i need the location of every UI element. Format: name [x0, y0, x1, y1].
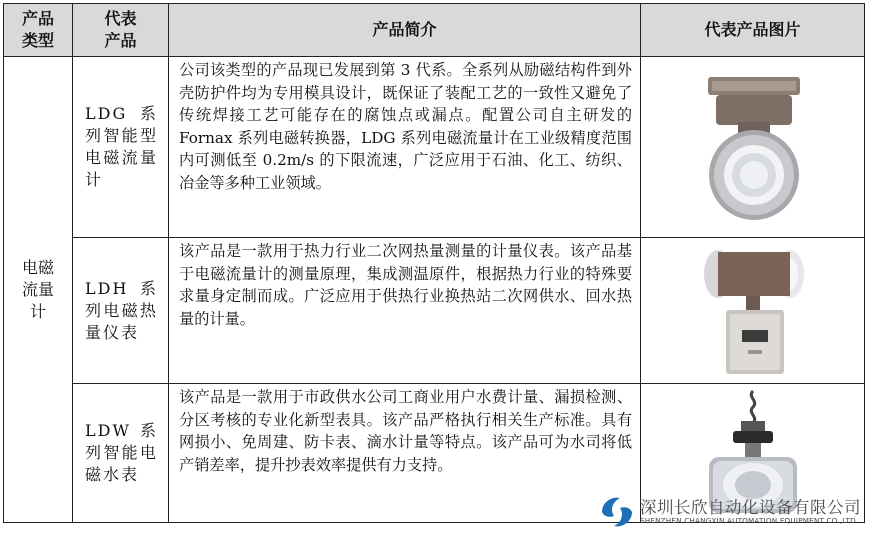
image-cell: [641, 238, 865, 384]
company-logo-icon: [598, 494, 636, 530]
header-product-type: 产品类型: [4, 4, 73, 57]
model-name-cell: [73, 384, 169, 523]
company-name-cn: 深圳长欣自动化设备有限公司: [640, 498, 861, 517]
table-row: [4, 57, 865, 238]
table-row: [4, 238, 865, 384]
product-description: 该产品是一款用于市政供水公司工商业用户水费计量、漏损检测、分区考核的专业化新型表具。该产品严格执行相关生产标准。具有网损小、免周建、防卡表、滴水计量等特点。该产品可为水司将低产销差率，提升抄表效率提供有力支持。: [179, 388, 632, 474]
model-name-cell: [73, 238, 169, 384]
description-cell: [169, 238, 641, 384]
description-cell: [169, 57, 641, 238]
model-name-cell: [73, 57, 169, 238]
ldg-flowmeter-photo: [698, 72, 808, 222]
ldh-heat-meter-photo: [698, 242, 808, 380]
product-type-label: 电磁流量计: [21, 257, 54, 321]
product-description: 该产品是一款用于热力行业二次网热量测量的计量仪表。该产品基于电磁流量计的测量原理，集成测温原件，根据热力行业的特殊要求量身定制而成。广泛应用于供热行业换热站二次网供水、回水热量的计量。: [179, 242, 632, 328]
model-name: LDG 系列智能型电磁流量计: [85, 104, 158, 189]
description-cell: [169, 384, 641, 523]
product-type-cell: [4, 57, 73, 523]
company-watermark: [598, 492, 866, 532]
model-name: LDH 系列电磁热量仪表: [85, 278, 158, 342]
model-name: LDW 系列智能电磁水表: [85, 421, 158, 484]
header-row: [4, 4, 865, 57]
header-product-image: 代表产品图片: [641, 4, 865, 57]
image-cell: [641, 57, 865, 238]
product-table: [3, 3, 865, 523]
product-description: 公司该类型的产品现已发展到第 3 代系。全系列从励磁结构件到外壳防护件均为专用模具设计，既保证了装配工艺的一致性又避免了传统焊接工艺可能存在的腐蚀点或漏点。配置公司自主研发的 Fornax 系列电磁转换器，LDG 系列电磁流量计在工业级精度范围内可测低至 0.2m/s 的下限流速，广泛应用于石油、化工、纺织、冶金等多种工业领域。: [179, 61, 632, 192]
company-name-en: SHENZHEN CHANGXIN AUTOMATION EQUIPMENT CO.,LTD: [640, 516, 856, 525]
header-representative-product: 代表产品: [73, 4, 169, 57]
header-product-intro: 产品简介: [169, 4, 641, 57]
